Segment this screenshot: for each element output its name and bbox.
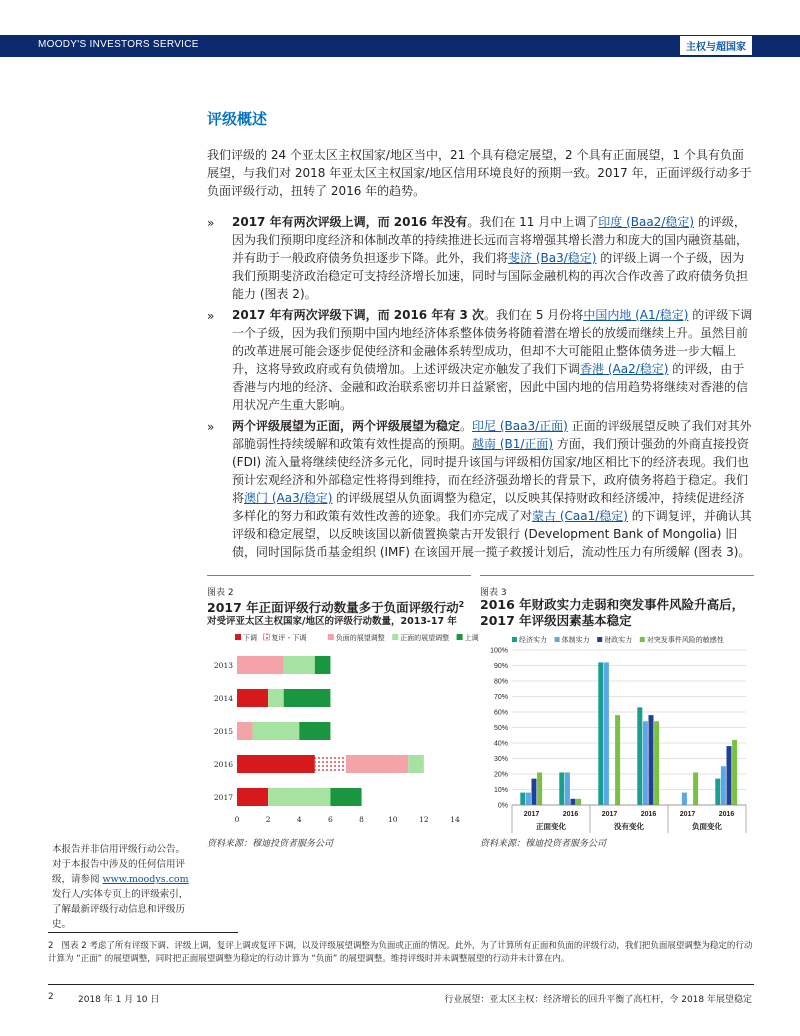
- legend-swatch-2: [597, 637, 602, 642]
- bar-0-0: [520, 793, 525, 805]
- bar-2013-2: [237, 656, 284, 674]
- bar-2-0: [598, 662, 603, 805]
- figure2-label: 图表 2: [207, 588, 234, 598]
- y-tick-10: 100%: [490, 647, 508, 655]
- figure3-title: 2016 年财政实力走弱和突发事件风险升高后，2017 年评级因素基本稳定: [480, 597, 745, 628]
- bar-3-1: [643, 721, 648, 805]
- section-name: 主权与超国家: [680, 36, 752, 55]
- bar-5-3: [732, 740, 737, 805]
- footnote-rule: [48, 932, 238, 933]
- bar-0-3: [537, 772, 542, 805]
- legend-swatch-4: [457, 634, 463, 640]
- group-label-1: 没有变化: [614, 822, 644, 831]
- y-tick-9: 90%: [493, 663, 508, 670]
- bar-2014-4: [284, 689, 331, 707]
- x-tick-12: 12: [419, 815, 429, 824]
- y-tick-0: 0%: [497, 802, 508, 810]
- bar-4-3: [693, 772, 698, 805]
- x-tick-2: 2: [265, 815, 271, 824]
- publication-date: 2018 年 1 月 10 日: [78, 995, 160, 1005]
- bar-3-0: [637, 707, 642, 805]
- figure2-subtitle: 对受评亚太区主权国家/地区的评级行动数量，2013-17 年: [207, 616, 457, 627]
- bar-4-1: [682, 793, 687, 805]
- legend-label-0: 下调: [243, 634, 257, 642]
- bullet-marker: »: [207, 309, 215, 323]
- bar-5-1: [721, 766, 726, 805]
- bullet-downgrades: [232, 306, 755, 414]
- bullet-text-part: 。我们在 5 月份将: [484, 308, 584, 322]
- page-number: 2: [48, 992, 54, 1002]
- bar-0-1: [526, 793, 531, 805]
- legend-swatch-3: [392, 634, 398, 640]
- legend-swatch-1: [555, 637, 560, 642]
- bar-2016-2: [346, 755, 408, 773]
- legend-label-1: 体制实力: [561, 637, 590, 644]
- y-tick-3: 30%: [493, 756, 508, 763]
- bullet-marker: »: [207, 216, 215, 230]
- bullet-text-part: 的下调复评，并确认其评级和稳定展望，以反映该国以新债置换蒙古开发银行 (Development Bank of Mongolia) 旧债，同时国际货币基金组织 (IMF) 在该国开展一揽子救援计划后，流动性压力有所缓解 (图表 3)。: [232, 509, 752, 559]
- bullet-lead: 2017 年有两次评级下调，而 2016 年有 3 次: [232, 308, 485, 322]
- bullet-text-part: 的评级下调一个子级，因为我们预期中国内地经济体系整体债务将随着潜在增长的放缓而继续上升。虽然目前的改革进展可能会逐步促使经济和金融体系转型成功，但却不大可能阻止整体债务进一步大幅上升，这将导致政府或有负债增加。上述评级决定亦触发了我们下调: [232, 308, 753, 376]
- x-tick-10: 10: [387, 815, 398, 824]
- footnote-number: 2: [48, 941, 54, 951]
- x-category-0: 2017: [523, 811, 540, 818]
- bullet-text-part: 方面，我们预计强劲的外商直接投资 (FDI) 流入量将继续使经济多元化，同时提升该国与评级相仿国家/地区相比下的经济表现。我们也预计宏观经济和外部稳定性将得到维持，而在经济强劲增长的背景下，政府债务将趋于稳定。我们将: [232, 437, 749, 505]
- link-vietnam[interactable]: 越南 (B1/正面): [472, 437, 554, 451]
- category-label-2015: 2015: [213, 727, 233, 736]
- bar-2015-3: [253, 722, 300, 740]
- link-mongolia[interactable]: 蒙古 (Caa1/稳定): [532, 509, 628, 523]
- link-indonesia[interactable]: 印尼 (Baa3/正面): [472, 419, 568, 433]
- category-label-2013: 2013: [213, 661, 233, 670]
- bar-2017-0: [237, 788, 268, 806]
- figure3-top-rule: [480, 575, 754, 576]
- x-category-1: 2016: [562, 811, 579, 818]
- bullet-outlooks: [232, 417, 755, 561]
- intro-paragraph: 我们评级的 24 个亚太区主权国家/地区当中，21 个具有稳定展望，2 个具有正面展望，1 个具有负面展望，与我们对 2018 年亚太区主权国家/地区信用环境良好的预期一致。2017 年，正面评级行动多于负面评级行动，扭转了 2016 年的趋势。: [207, 148, 752, 198]
- moodys-website-link[interactable]: www.moodys.com: [102, 874, 189, 885]
- footnote: [48, 940, 758, 966]
- bar-2015-2: [237, 722, 253, 740]
- y-tick-7: 70%: [493, 694, 508, 701]
- legend-swatch-1: [263, 634, 269, 640]
- bar-5-0: [715, 779, 720, 805]
- sidebar-note: [52, 842, 192, 932]
- footer-rule: [48, 984, 754, 985]
- bar-2013-3: [284, 656, 315, 674]
- y-tick-6: 60%: [493, 709, 508, 717]
- bar-2-3: [615, 715, 620, 805]
- category-label-2017: 2017: [213, 793, 233, 802]
- bar-2013-4: [315, 656, 331, 674]
- bar-3-3: [654, 721, 659, 805]
- document-title: 行业展望：亚太区主权：经济增长的回升平衡了高杠杆，令 2018 年展望稳定: [444, 995, 752, 1005]
- legend-label-0: 经济实力: [519, 637, 547, 644]
- link-hong-kong[interactable]: 香港 (Aa2/稳定): [580, 362, 669, 376]
- bar-0-2: [532, 779, 537, 805]
- sidebar-note-text: 本报告并非信用评级行动公告。对于本报告中涉及的任何信用评级，请参阅: [52, 844, 186, 885]
- figure2-source: 资料来源：穆迪投资者服务公司: [207, 839, 334, 849]
- link-fiji[interactable]: 斐济 (Ba3/稳定): [508, 251, 597, 265]
- bar-2-1: [604, 662, 609, 805]
- legend-swatch-3: [640, 637, 645, 642]
- bar-2014-0: [237, 689, 268, 707]
- y-tick-1: 10%: [493, 787, 508, 794]
- legend-swatch-0: [235, 634, 241, 640]
- x-tick-14: 14: [450, 815, 460, 824]
- y-tick-8: 80%: [493, 678, 508, 686]
- x-tick-6: 6: [328, 815, 333, 824]
- legend-label-3: 对突发事件风险的敏感性: [646, 637, 724, 644]
- legend-swatch-2: [328, 634, 334, 640]
- category-label-2014: 2014: [213, 694, 233, 703]
- figure3-label: 图表 3: [480, 588, 507, 598]
- legend-label-4: 上调: [464, 634, 479, 642]
- bar-5-2: [727, 746, 732, 805]
- bar-2014-3: [268, 689, 284, 707]
- x-tick-0: 0: [234, 815, 240, 824]
- bullet-upgrades: [232, 213, 755, 303]
- category-label-2016: 2016: [213, 760, 233, 769]
- figure2-title-text: 2017 年正面评级行动数量多于负面评级行动: [207, 600, 459, 616]
- bullet-text-part: 的评级，因为我们预期印度经济和体制改革的持续推进长远而言将增强其增长潜力和庞大的国内融资基础，并有助于一般政府债务负担逐步下降。此外，我们将: [232, 215, 749, 265]
- bar-2016-1: [315, 755, 346, 773]
- legend-label-3: 正面的展望调整: [400, 634, 450, 642]
- bullet-text-part: 。我们在 11 月中上调了: [467, 215, 599, 229]
- bar-2016-0: [237, 755, 315, 773]
- y-tick-2: 20%: [493, 771, 508, 779]
- link-china[interactable]: 中国内地 (A1/稳定): [583, 308, 689, 322]
- bar-2016-3: [408, 755, 424, 773]
- bar-2015-4: [299, 722, 330, 740]
- figure3-source: 资料来源：穆迪投资者服务公司: [480, 839, 607, 849]
- footnote-text: 图表 2 考虑了所有评级下调、评级上调，复评上调或复评下调，以及评级展望调整为负面或正面的情况。此外，为了计算所有正面和负面的评级行动，我们把负面展望调整为稳定的行动计算为 “正面” 的展望调整，同时把正面展望调整为稳定的行动计算为 “负面” 的展望调整。维持评级时并未调整展望的行动并未计算在内。: [48, 941, 753, 964]
- bar-1-2: [571, 799, 576, 805]
- bar-1-0: [559, 772, 564, 805]
- y-tick-5: 50%: [493, 725, 508, 732]
- legend-label-1: 复评 - 下调: [271, 634, 307, 642]
- group-label-0: 正面变化: [536, 822, 566, 831]
- x-category-4: 2017: [679, 811, 696, 818]
- figure2-top-rule: [207, 575, 471, 576]
- figure2-footnote-ref[interactable]: 2: [458, 600, 465, 609]
- figure3-chart: [478, 628, 756, 838]
- bar-3-2: [649, 715, 654, 805]
- bullet-text-part: 。: [460, 419, 473, 433]
- link-india[interactable]: 印度 (Baa2/稳定): [598, 215, 695, 229]
- legend-label-2: 负面的展望调整: [335, 634, 385, 642]
- brand-logo: MOODY'S INVESTORS SERVICE: [38, 39, 199, 50]
- bullet-text-part: 的评级展望从负面调整为稳定，以反映其保持财政和经济缓冲，持续促进经济多样化的努力和政策有效性改善的迹象。我们亦完成了对: [232, 491, 745, 523]
- bar-2017-4: [330, 788, 361, 806]
- sidebar-note-text: 发行人/实体专页上的评级索引，了解最新评级行动信息和评级历史。: [52, 889, 189, 930]
- bullet-lead: 2017 年有两次评级上调，而 2016 年没有: [232, 215, 468, 229]
- link-macau[interactable]: 澳门 (Aa3/稳定): [244, 491, 333, 505]
- bar-1-3: [576, 799, 581, 805]
- y-tick-4: 40%: [493, 740, 508, 748]
- section-title: 评级概述: [207, 110, 268, 128]
- figure2-chart: [205, 628, 479, 833]
- bullet-lead: 两个评级展望为正面，两个评级展望为稳定: [232, 419, 461, 433]
- legend-label-2: 财政实力: [604, 637, 633, 644]
- bullet-text-part: 的评级上调一个子级，因为我们预期斐济政治稳定可支持经济增长加速，同时与国际金融机构的再次合作改善了政府债务负担能力 (图表 2)。: [232, 251, 749, 301]
- x-tick-4: 4: [296, 815, 302, 824]
- group-label-2: 负面变化: [692, 822, 722, 831]
- x-category-2: 2017: [601, 811, 618, 818]
- x-tick-8: 8: [359, 815, 364, 824]
- bar-1-1: [565, 772, 570, 805]
- bar-2017-3: [268, 788, 330, 806]
- x-category-5: 2016: [718, 811, 735, 818]
- legend-swatch-0: [512, 637, 517, 642]
- bullet-marker: »: [207, 420, 215, 434]
- x-category-3: 2016: [640, 811, 657, 818]
- bullet-text-part: 的评级，由于香港与内地的经济、金融和政治联系密切并日益紧密，因此中国内地的信用趋势将继续对香港的信用状况产生重大影响。: [232, 362, 749, 412]
- bullet-text-part: 正面的评级展望反映了我们对其外部脆弱性持续缓解和政策有效性提高的预期。: [232, 419, 752, 451]
